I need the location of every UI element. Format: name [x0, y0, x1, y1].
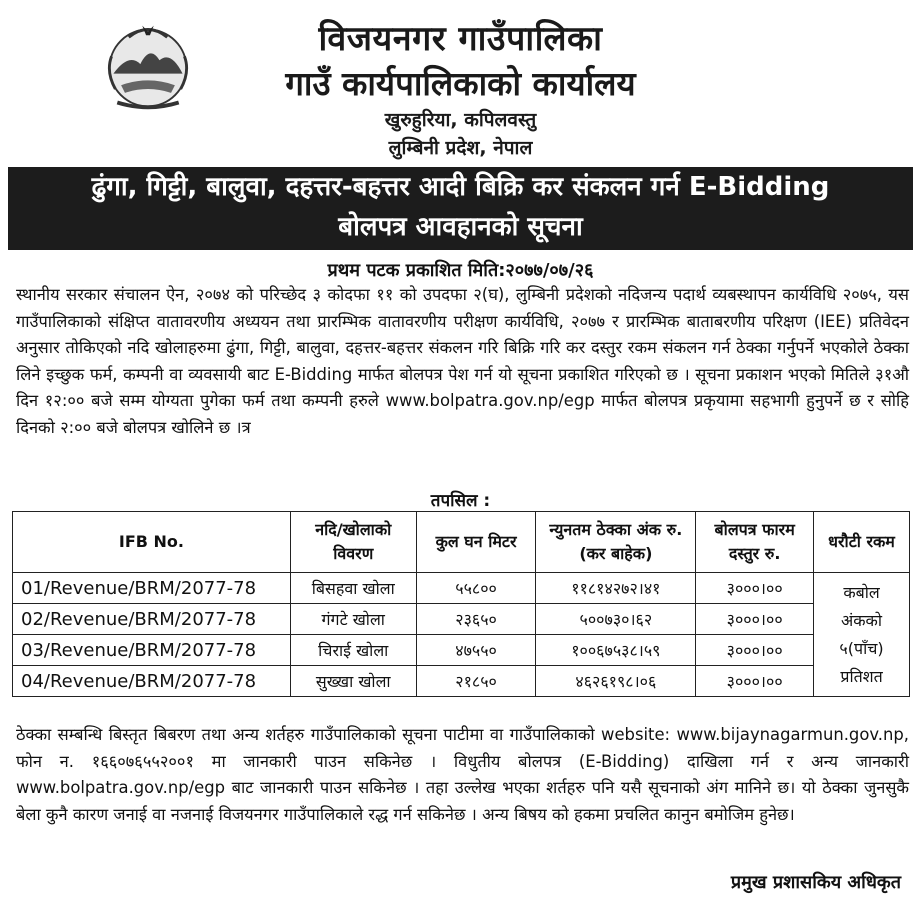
cell-min-amount: ११८१४२७२।४१ [536, 573, 696, 604]
cell-min-amount: ४६२६१९८।०६ [536, 666, 696, 697]
cell-ifb: 02/Revenue/BRM/2077-78 [13, 604, 291, 635]
header-ifb: IFB No. [13, 512, 291, 573]
notice-header [0, 0, 921, 165]
cell-form-fee: ३०००।०० [696, 604, 814, 635]
banner-line-2: बोलपत्र आवहानको सूचना [338, 212, 583, 242]
cell-volume: २३६५० [416, 604, 536, 635]
deposit-line-2: अंकको [841, 610, 882, 630]
table-row [13, 666, 910, 697]
cell-min-amount: १००६७५३८।५९ [536, 635, 696, 666]
cell-river: गंगटे खोला [290, 604, 416, 635]
deposit-line-4: प्रतिशत [840, 666, 883, 686]
deposit-line-3: ५(पाँच) [839, 638, 884, 658]
cell-river: सुख्खा खोला [290, 666, 416, 697]
cell-ifb: 03/Revenue/BRM/2077-78 [13, 635, 291, 666]
header-deposit: धरौटी रकम [814, 512, 910, 573]
bid-table [12, 511, 910, 697]
cell-river: चिराई खोला [290, 635, 416, 666]
office-name: गाउँ कार्यपालिकाको कार्यालय [285, 64, 636, 103]
office-province: लुम्बिनी प्रदेश, नेपाल [388, 137, 533, 159]
footer-paragraph: ठेक्का सम्बन्धि बिस्तृत बिबरण तथा अन्य शर्तहरु गाउँपालिकाको सूचना पाटीमा वा गाउँपालिकाको website: www.bijaynagarmun.gov.np, फोन न. १६६०७६५५२००१ मा जानकारी पाउन सकिनेछ । विधुतीय बोलपत्र (E-Bidding) दाखिला गर्न र अन्य जानकारी www.bolpatra.gov.np/egp बाट जानकारी पाउन सकिनेछ । तहा उल्लेख भएका शर्तहरु पनि यसै सूचनाको अंग मानिने छ। यो ठेक्का जुनसुकै बेला कुनै कारण जनाई वा नजनाई विजयनगर गाउँपालिकाले रद्ध गर्न सकिनेछ । अन्य बिषय को हकमा प्रचलित कानुन बमोजिम हुनेछ। [16, 725, 909, 824]
table-header-row [13, 512, 910, 573]
cell-volume: २१८५० [416, 666, 536, 697]
cell-river: बिसहवा खोला [290, 573, 416, 604]
cell-ifb: 01/Revenue/BRM/2077-78 [13, 573, 291, 604]
header-volume: कुल घन मिटर [416, 512, 536, 573]
cell-volume: ५५८०० [416, 573, 536, 604]
municipality-name: विजयनगर गाउँपालिका [318, 19, 603, 59]
office-address: खुरुहुरिया, कपिलवस्तु [384, 109, 537, 131]
schedule-heading: तपसिल : [430, 491, 491, 511]
cell-form-fee: ३०००।०० [696, 666, 814, 697]
notice-title-banner [8, 167, 913, 250]
table-row [13, 604, 910, 635]
deposit-line-1: कबोल [843, 582, 880, 602]
table-row [13, 573, 910, 604]
signature-title: प्रमुख प्रशासकिय अधिकृत [730, 872, 901, 893]
banner-line-1: ढुंगा, गिट्टी, बालुवा, दहत्तर-बहत्तर आदी बिक्रि कर संकलन गर्न E-Bidding [91, 172, 830, 202]
cell-min-amount: ५००७३०।६२ [536, 604, 696, 635]
publish-date: प्रथम पटक प्रकाशित मिति:२०७७/०७/२६ [327, 260, 594, 281]
cell-deposit [814, 573, 910, 697]
table-row [13, 635, 910, 666]
header-min-amount: न्युनतम ठेक्का अंक रु. (कर बाहेक) [536, 512, 696, 573]
cell-volume: ४७५५० [416, 635, 536, 666]
header-river: नदि/खोलाको विवरण [290, 512, 416, 573]
cell-form-fee: ३०००।०० [696, 635, 814, 666]
header-form-fee: बोलपत्र फारम दस्तुर रु. [696, 512, 814, 573]
cell-form-fee: ३०००।०० [696, 573, 814, 604]
cell-ifb: 04/Revenue/BRM/2077-78 [13, 666, 291, 697]
intro-paragraph: स्थानीय सरकार संचालन ऐन, २०७४ को परिच्छेद ३ कोदफा ११ को उपदफा २(घ), लुम्बिनी प्रदेशको नदिजन्य पदार्थ व्यबस्थापन कार्यविधि २०७५, यस गाउँपालिकाको संक्षिप्त वातावरणीय अध्ययन तथा प्रारम्भिक वातावरणीय परीक्षण कार्यविधि, २०७७ र प्रारम्भिक बाताबरणीय परिक्षण (IEE) प्रतिवेदन अनुसार तोकिएको नदि खोलाहरुमा ढुंगा, गिट्टी, बालुवा, दहत्तर-बहत्तर संकलन गरि बिक्रि गरि कर दस्तुर रकम संकलन गर्न ठेक्का गर्नुपर्ने भएकोले ठेक्का लिने इच्छुक फर्म, कम्पनी वा व्यवसायी बाट E-Bidding मार्फत बोलपत्र पेश गर्न यो सूचना प्रकाशित गरिएको छ । सूचना प्रकाशन भएको मितिले ३१औ दिन १२:०० बजे सम्म योग्यता पुगेका फर्म तथा कम्पनी हरुले www.bolpatra.gov.np/egp मार्फत बोलपत्र प्रकृयामा सहभागी हुनुपर्ने छ र सोहि दिनको २:०० बजे बोलपत्र खोलिने छ ।त्र [16, 285, 909, 437]
